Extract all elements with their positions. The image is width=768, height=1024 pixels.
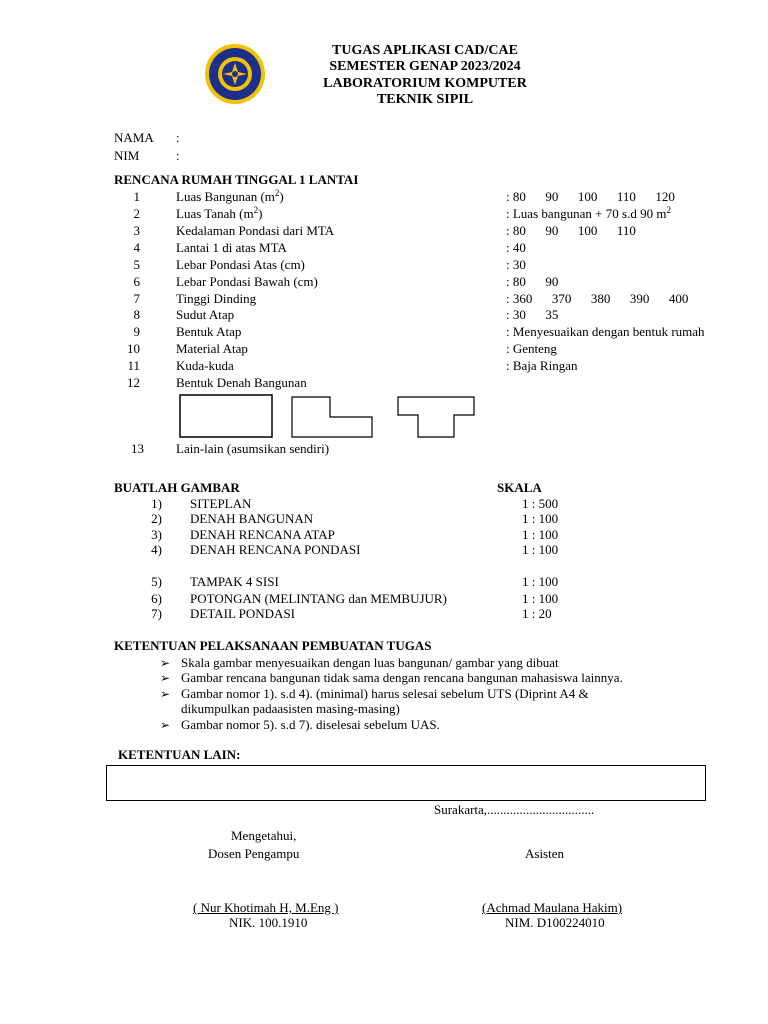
row-number: 13 bbox=[131, 441, 144, 456]
row-label: Luas Bangunan $(m^2)$ bbox=[176, 188, 284, 204]
floor-plan-rectangle bbox=[178, 393, 274, 439]
bullet-arrow-icon: ➢ bbox=[160, 656, 171, 670]
ketentuan-item: Skala gambar menyesuaikan dengan luas bangunan/ gambar yang dibuat bbox=[181, 655, 559, 670]
gambar-title: BUATLAH GAMBAR bbox=[114, 480, 240, 495]
row-scale: 1 : 100 bbox=[522, 542, 559, 557]
row-label: Material Atap bbox=[176, 341, 248, 356]
asisten-id: NIM. D100224010 bbox=[505, 915, 605, 930]
nim-label: NIM bbox=[114, 148, 140, 163]
row-number: 1) bbox=[151, 496, 162, 511]
dosen-id: NIK. 100.1910 bbox=[229, 915, 308, 930]
row-scale: 1 : 500 bbox=[522, 496, 559, 511]
row-label: Kuda-kuda bbox=[176, 358, 234, 373]
rencana-row bbox=[0, 341, 768, 357]
ketentuan-item: Gambar rencana bangunan tidak sama dengan rencana bangunan mahasiswa lainnya. bbox=[181, 670, 623, 685]
place-date: Surakarta,................................. bbox=[434, 802, 595, 817]
row-value: : 80 90 100 110 120 bbox=[506, 189, 675, 204]
row-scale: 1 : 100 bbox=[522, 527, 559, 542]
row-number: 7 bbox=[133, 291, 140, 306]
row-number: 2 bbox=[133, 206, 140, 221]
row-label: POTONGAN (MELINTANG dan MEMBUJUR) bbox=[190, 591, 447, 606]
row-value: : Baja Ringan bbox=[506, 358, 578, 373]
nama-colon: : bbox=[176, 130, 180, 145]
rencana-row bbox=[0, 324, 768, 340]
row-number: 12 bbox=[127, 375, 140, 390]
ketentuan-lain-box bbox=[106, 765, 706, 801]
gambar-row bbox=[0, 606, 768, 622]
header-line-4: TEKNIK SIPIL bbox=[376, 92, 474, 107]
row-label: Lebar Pondasi Atas (cm) bbox=[176, 257, 305, 272]
row-label: DETAIL PONDASI bbox=[190, 606, 295, 621]
gambar-row bbox=[0, 511, 768, 527]
asisten-role: Asisten bbox=[525, 846, 564, 861]
rencana-row bbox=[0, 189, 768, 205]
skala-header: SKALA bbox=[497, 480, 542, 495]
row-label: Kedalaman Pondasi dari MTA bbox=[176, 223, 335, 238]
floor-plan-t-shape bbox=[396, 395, 476, 439]
row-number: 6) bbox=[151, 591, 162, 606]
ketentuan-item: Gambar nomor 1). s.d 4). (minimal) harus selesai sebelum UTS (Diprint A4 & bbox=[181, 686, 589, 701]
gambar-row bbox=[0, 574, 768, 590]
row-value: : 30 bbox=[506, 257, 526, 272]
row-value: : Genteng bbox=[506, 341, 557, 356]
asisten-name: (Achmad Maulana Hakim) bbox=[482, 900, 623, 915]
mengetahui-label: Mengetahui, bbox=[231, 828, 297, 843]
row-number: 11 bbox=[127, 358, 140, 373]
row-number: 5) bbox=[151, 574, 162, 589]
row-number: 3 bbox=[133, 223, 140, 238]
row-value: : 80 90 100 110 bbox=[506, 223, 636, 238]
row-label: Luas Tanah $(m^2)$ bbox=[176, 205, 263, 221]
row-scale: 1 : 100 bbox=[522, 591, 559, 606]
row-number: 8 bbox=[133, 307, 140, 322]
row-number: 2) bbox=[151, 511, 162, 526]
rencana-row bbox=[0, 291, 768, 307]
dosen-role: Dosen Pengampu bbox=[208, 846, 300, 861]
row-label: DENAH RENCANA ATAP bbox=[190, 527, 335, 542]
row-value: : Luas bangunan + 70 s.d 90 $m^2$ bbox=[506, 205, 671, 221]
ketentuan-title: KETENTUAN PELAKSANAAN PEMBUATAN TUGAS bbox=[114, 638, 432, 653]
rencana-row bbox=[0, 206, 768, 222]
rencana-row bbox=[0, 223, 768, 239]
row-label: Lantai 1 di atas MTA bbox=[176, 240, 287, 255]
ketentuan-item-continuation: dikumpulkan padaasisten masing-masing) bbox=[181, 701, 400, 716]
row-label: Sudut Atap bbox=[176, 307, 235, 322]
header-line-2: SEMESTER GENAP 2023/2024 bbox=[329, 59, 521, 74]
row-scale: 1 : 20 bbox=[522, 606, 552, 621]
row-scale: 1 : 100 bbox=[522, 511, 559, 526]
row-label: SITEPLAN bbox=[190, 496, 252, 511]
row-label: DENAH RENCANA PONDASI bbox=[190, 542, 361, 557]
row-label: Lain-lain (asumsikan sendiri) bbox=[176, 441, 330, 456]
row-number: 4) bbox=[151, 542, 162, 557]
nim-colon: : bbox=[176, 148, 180, 163]
header-line-3: LABORATORIUM KOMPUTER bbox=[323, 76, 527, 91]
rencana-row bbox=[0, 358, 768, 374]
rencana-row bbox=[0, 240, 768, 256]
row-number: 3) bbox=[151, 527, 162, 542]
rencana-title: RENCANA RUMAH TINGGAL 1 LANTAI bbox=[114, 172, 359, 187]
row-value: : 30 35 bbox=[506, 307, 559, 322]
row-number: 6 bbox=[133, 274, 140, 289]
row-label: Bentuk Atap bbox=[176, 324, 242, 339]
rencana-row bbox=[0, 307, 768, 323]
ketentuan-lain-title: KETENTUAN LAIN: bbox=[118, 747, 241, 762]
row-label: DENAH BANGUNAN bbox=[190, 511, 314, 526]
row-number: 7) bbox=[151, 606, 162, 621]
header-line-1: TUGAS APLIKASI CAD/CAE bbox=[332, 43, 518, 58]
ketentuan-item: Gambar nomor 5). s.d 7). diselesai sebelum UAS. bbox=[181, 717, 440, 732]
row-value: : Menyesuaikan dengan bentuk rumah bbox=[506, 324, 705, 339]
row-scale: 1 : 100 bbox=[522, 574, 559, 589]
rencana-row bbox=[0, 274, 768, 290]
row-value: : 360 370 380 390 400 bbox=[506, 291, 689, 306]
bullet-arrow-icon: ➢ bbox=[160, 671, 171, 685]
bullet-arrow-icon: ➢ bbox=[160, 687, 171, 701]
row-number: 10 bbox=[127, 341, 140, 356]
gambar-row bbox=[0, 527, 768, 543]
row-label: Lebar Pondasi Bawah (cm) bbox=[176, 274, 318, 289]
rencana-row bbox=[0, 375, 768, 391]
gambar-row bbox=[0, 496, 768, 512]
gambar-row bbox=[0, 591, 768, 607]
row-number: 4 bbox=[133, 240, 140, 255]
gambar-row bbox=[0, 542, 768, 558]
dosen-name: ( Nur Khotimah H, M.Eng ) bbox=[193, 900, 339, 915]
row-label: Bentuk Denah Bangunan bbox=[176, 375, 307, 390]
bullet-arrow-icon: ➢ bbox=[160, 718, 171, 732]
row-number: 5 bbox=[133, 257, 140, 272]
row-number: 1 bbox=[133, 189, 140, 204]
rencana-row bbox=[0, 257, 768, 273]
nama-label: NAMA bbox=[114, 130, 154, 145]
row-value: : 40 bbox=[506, 240, 526, 255]
row-number: 9 bbox=[133, 324, 140, 339]
row-label: Tinggi Dinding bbox=[176, 291, 257, 306]
row-label: TAMPAK 4 SISI bbox=[190, 574, 279, 589]
row-value: : 80 90 bbox=[506, 274, 559, 289]
floor-plan-l-shape bbox=[290, 395, 374, 439]
rencana-row bbox=[0, 441, 768, 457]
